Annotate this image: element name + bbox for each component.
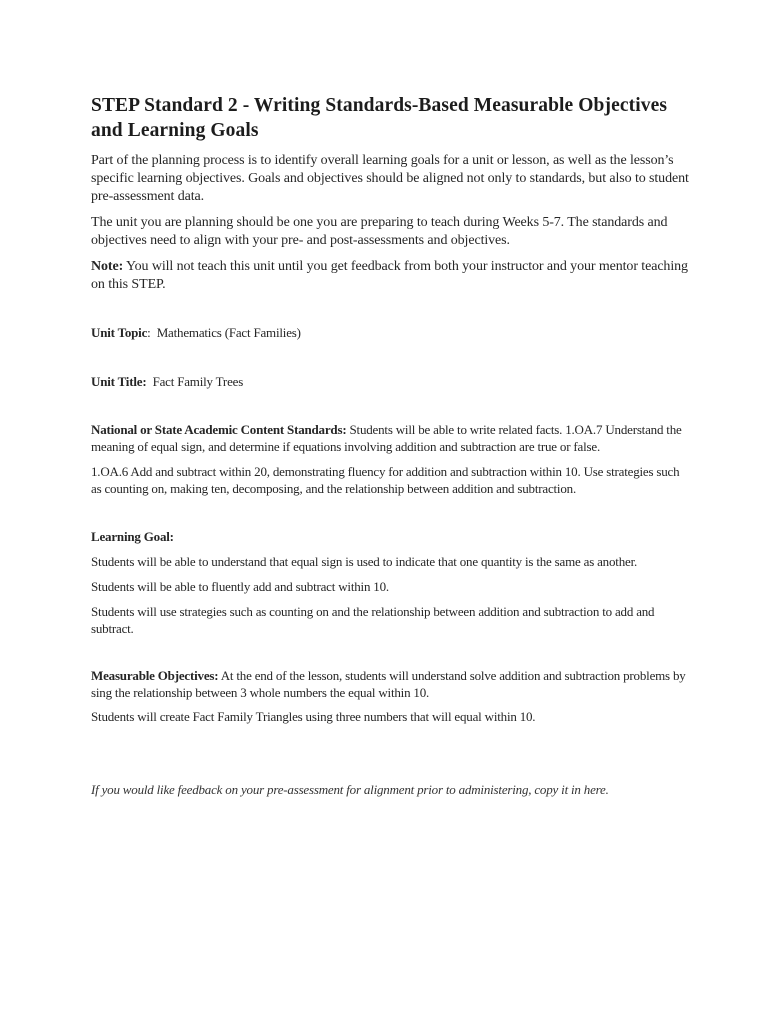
learning-goal-heading: Learning Goal: [91, 529, 174, 544]
document-page [91, 93, 691, 798]
standards-paragraph-2: 1.OA.6 Add and subtract within 20, demonstrating fluency for addition and subtraction within 10. Use strategies such as counting on, making ten, decomposing, and the relationship between addition and subtraction. [91, 464, 680, 496]
standards-paragraph [91, 421, 691, 455]
objectives-paragraph-2: Students will create Fact Family Triangles using three numbers that will equal within 10. [91, 709, 536, 724]
unit-topic-separator: : [147, 325, 151, 340]
unit-topic-label: Unit Topic [91, 325, 148, 340]
objectives-paragraph [91, 667, 691, 701]
unit-title-value: Fact Family Trees [146, 374, 244, 389]
document-title: STEP Standard 2 - Writing Standards-Based Measurable Objectives and Learning Goals [91, 95, 668, 141]
unit-title-line [91, 373, 691, 390]
feedback-note: If you would like feedback on your pre-assessment for alignment prior to administering, copy it in here. [91, 782, 609, 797]
note-label: Note: [91, 259, 124, 274]
note-paragraph [91, 258, 691, 294]
intro-paragraph-unit: The unit you are planning should be one you are preparing to teach during Weeks 5-7. The standards and objectives need to align with your pre- and post-assessments and objectives. [91, 215, 668, 248]
unit-topic-line [91, 324, 691, 341]
intro-paragraph-planning: Part of the planning process is to identify overall learning goals for a unit or lesson, as well as the lesson’s specific learning objectives. Goals and objectives should be aligned not only to standards, but also to student pre-assessment data. [91, 153, 689, 204]
unit-topic-value: Mathematics (Fact Families) [150, 325, 301, 340]
objectives-text: At the end of the lesson, students will understand solve addition and subtraction problems by sing the relationship between 3 whole numbers the equal within 10. [91, 668, 686, 700]
objectives-label: Measurable Objectives: [91, 668, 219, 683]
standards-text: Students will be able to write related facts. 1.OA.7 Understand the meaning of equal sign, and determine if equations involving addition and subtraction are true or false. [91, 422, 682, 454]
note-text: You will not teach this unit until you get feedback from both your instructor and your mentor teaching on this STEP. [91, 259, 688, 292]
learning-goal-item: Students will use strategies such as counting on and the relationship between addition and subtraction to add and subtract. [91, 604, 655, 636]
standards-label: National or State Academic Content Standards: [91, 422, 347, 437]
learning-goal-item: Students will be able to understand that equal sign is used to indicate that one quantity is the same as another. [91, 554, 638, 569]
unit-title-label: Unit Title: [91, 374, 147, 389]
learning-goal-item: Students will be able to fluently add and subtract within 10. [91, 579, 389, 594]
